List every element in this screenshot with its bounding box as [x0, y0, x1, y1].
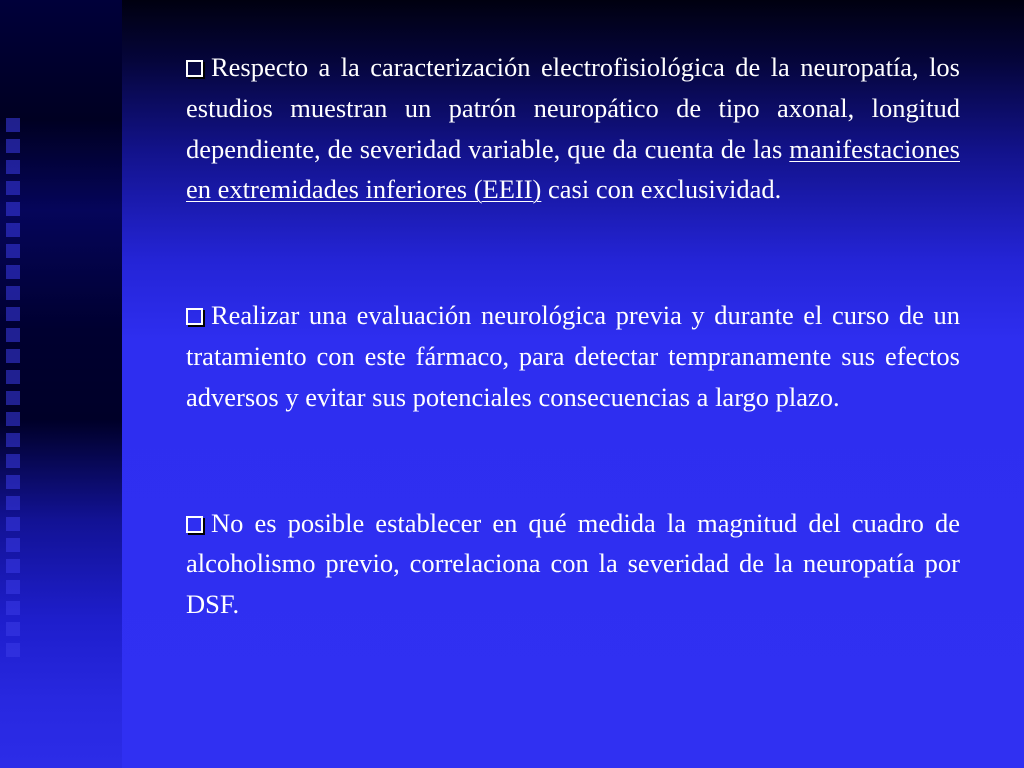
bullet-3-text: No es posible establecer en qué medida la magnitud del cuadro de alcoholismo previo, correlaciona con la severidad de la neuropatía por DSF. [186, 507, 960, 620]
decorative-square [6, 496, 20, 510]
decorative-square [6, 559, 20, 573]
decorative-square [6, 538, 20, 552]
decorative-square [6, 412, 20, 426]
decorative-square [6, 475, 20, 489]
bullet-1-underlined-text: manifestaciones en extremidades inferiores (EEII) [186, 133, 960, 205]
bullet-paragraph-2 [186, 295, 960, 417]
bullet-2-text: Realizar una evaluación neurológica previa y durante el curso de un tratamiento con este fármaco, para detectar tempranamente sus efectos adversos y evitar sus potenciales consecuencias a largo plazo. [186, 300, 960, 412]
bullet-1-text-end: casi con exclusividad. [541, 174, 782, 205]
decorative-square [6, 307, 20, 321]
decorative-square [6, 139, 20, 153]
decorative-square [6, 517, 20, 531]
left-decorative-strip [0, 0, 122, 768]
decorative-square [6, 181, 20, 195]
decorative-squares [6, 118, 28, 678]
decorative-square [6, 286, 20, 300]
bullet-paragraph-3 [186, 503, 960, 625]
decorative-square [6, 601, 20, 615]
hollow-square-bullet-icon [186, 308, 203, 325]
decorative-square [6, 433, 20, 447]
decorative-square [6, 265, 20, 279]
bullet-paragraph-1 [186, 47, 960, 210]
decorative-square [6, 202, 20, 216]
decorative-square [6, 328, 20, 342]
hollow-square-bullet-icon [186, 60, 203, 77]
bullet-1-text: Respecto a la caracterización electrofisiológica de la neuropatía, los estudios muestran un patrón neuropático de tipo axonal, longitud dependiente, de severidad variable, que da cuenta de las [186, 52, 960, 164]
decorative-square [6, 622, 20, 636]
decorative-square [6, 454, 20, 468]
decorative-square [6, 223, 20, 237]
slide-body [186, 47, 960, 625]
decorative-square [6, 118, 20, 132]
decorative-square [6, 643, 20, 657]
decorative-square [6, 370, 20, 384]
decorative-square [6, 391, 20, 405]
decorative-square [6, 580, 20, 594]
decorative-square [6, 349, 20, 363]
hollow-square-bullet-icon [186, 516, 203, 533]
decorative-square [6, 244, 20, 258]
decorative-square [6, 160, 20, 174]
